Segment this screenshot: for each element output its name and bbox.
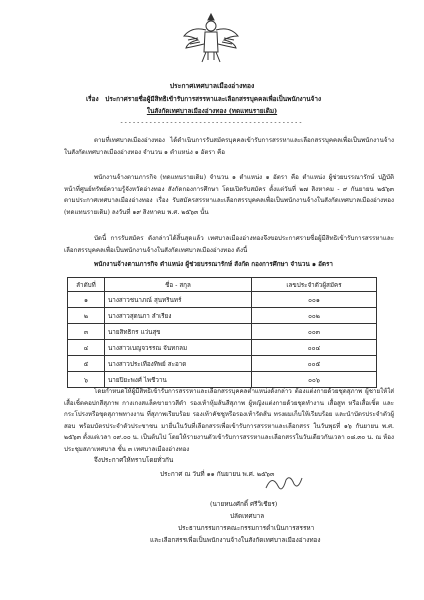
row-applicant-no: ๐๐๓ (252, 324, 377, 340)
subject-line2: ในสังกัดเทศบาลเมืองอ่างทอง (ทดแทนรายเดิม) (146, 107, 278, 115)
row-name: นางสาวชนาภณ์ สุนทรินทร์ (105, 292, 252, 308)
row-order: ๑ (68, 292, 105, 308)
subject-text: ประกาศรายชื่อผู้มีสิทธิเข้ารับการสรรหาและเลือกสรรบุคคลเพื่อเป็นพนักงานจ้าง (105, 95, 322, 103)
table-row (68, 308, 377, 324)
row-order: ๒ (68, 308, 105, 324)
row-applicant-no: ๐๐๕ (252, 356, 377, 372)
signer-role-1: ประธานกรรมการคณะกรรมการดำเนินการสรรหา (178, 524, 315, 532)
position-heading: พนักงานจ้างตามภารกิจ ตำแหน่ง ผู้ช่วยบรรณารักษ์ สังกัด กองการศึกษา จำนวน ๑ อัตรา (94, 261, 333, 268)
header-order: ลำดับที่ (68, 278, 105, 292)
applicant-table (67, 277, 377, 388)
table-header-row (68, 278, 377, 292)
table-row (68, 324, 377, 340)
handwritten-signature (264, 472, 304, 494)
row-applicant-no: ๐๐๔ (252, 340, 377, 356)
row-order: ๖ (68, 372, 105, 388)
closing-line: จึงประกาศให้ทราบโดยทั่วกัน (94, 456, 174, 464)
garuda-emblem (178, 8, 244, 68)
row-applicant-no: ๐๐๖ (252, 372, 377, 388)
row-order: ๔ (68, 340, 105, 356)
paragraph-3: บัดนี้ การรับสมัคร ดังกล่าวได้สิ้นสุดแล้ว เทศบาลเมืองอ่างทองจึงขอประกาศรายชื่อผู้มีสิทธิเข้ารับการสรรหาและเลือกสรรบุคคลเพื่อเป็นพนักงานจ้างในสังกัดเทศบาลเมืองอ่างทอง ดังนี้ (64, 235, 394, 254)
table-row (68, 340, 377, 356)
row-applicant-no: ๐๐๑ (252, 292, 377, 308)
signer-position: ปลัดเทศบาล (230, 512, 265, 520)
row-name: นางสาวสุดนภา ลำเรียง (105, 308, 252, 324)
table-row (68, 356, 377, 372)
table-row (68, 292, 377, 308)
announce-date: ประกาศ ณ วันที่ ๑๑ กันยายน พ.ศ. ๒๕๖๓ (160, 470, 275, 478)
row-name: นางสาวประเทืองทิพย์ สะอาด (105, 356, 252, 372)
paragraph-2: พนักงานจ้างตามภารกิจ (ทดแทนรายเดิม) จำนวน ๑ ตำแหน่ง ๑ อัตรา คือ ตำแหน่ง ผู้ช่วยบรรณารักษ์ ปฏิบัติหน้าที่ศูนย์ทรัพย์ความรู้จังหวัดอ่างทอง สังกัดกองการศึกษา โดยเปิดรับสมัคร ตั้งแต่วันที่ ๒๗ สิงหาคม - ๙ กันยายน ๒๕๖๓ ตามประกาศเทศบาลเมืองอ่างทอง เรื่อง รับสมัครสรรหาและเลือกสรรบุคคลเพื่อเป็นพนักงานจ้างในสังกัดเทศบาลเมืองอ่างทอง (ทดแทนรายเดิม) ลงวันที่ ๑๙ สิงหาคม พ.ศ. ๒๕๖๓ นั้น (64, 174, 394, 216)
header-applicant-no: เลขประจำตัวผู้สมัคร (252, 278, 377, 292)
row-applicant-no: ๐๐๒ (252, 308, 377, 324)
header-divider: -------------------------------------------- (120, 118, 304, 126)
row-name: นายปิยะพงศ์ ไพชีวาน (105, 372, 252, 388)
header-name: ชื่อ - สกุล (105, 278, 252, 292)
paragraph-1: ตามที่เทศบาลเมืองอ่างทอง ได้ดำเนินการรับสมัครบุคคลเข้ารับการสรรหาและเลือกสรรบุคคลเพื่อเป็นพนักงานจ้างในสังกัดเทศบาลเมืองอ่างทอง จำนวน ๑ ตำแหน่ง ๑ อัตรา คือ (64, 137, 394, 156)
row-order: ๕ (68, 356, 105, 372)
row-order: ๓ (68, 324, 105, 340)
heading-org: ประกาศเทศบาลเมืองอ่างทอง (169, 82, 255, 90)
subject-label: เรื่อง (86, 95, 99, 103)
heading-subject (86, 95, 321, 103)
paragraph-4: โดยกำหนดให้ผู้มีสิทธิเข้ารับการสรรหาและเลือกสรรบุคคลตำแหน่งดังกล่าว ต้องแต่งกายด้วยชุดสุภาพ ผู้ชายให้ใส่เสื้อเชิ้ตคอปกสีสุภาพ กางเกงสแล็คขายาวสีดำ รองเท้าหุ้มส้นสีสุภาพ ผู้หญิงแต่งกายด้วยชุดทำงาน เสื้อสูท หรือเสื้อเชิ้ต และกระโปรงหรือชุดสุภาพทางงาน ที่สุภาพเรียบร้อย รองเท้าคัชชูหรือรองเท้ารัดส้น ทรงผมเก็บให้เรียบร้อย และนำบัตรประจำตัวผู้สอบ พร้อมบัตรประจำตัวประชาชน มายื่นในวันที่เลือกสรรเพื่อเข้ารับการสรรหาและเลือกสรร ในวันพุธที่ ๑๖ กันยายน พ.ศ. ๒๕๖๓ ตั้งแต่เวลา ๐๙.๐๐ น. เป็นต้นไป โดยให้รายงานตัวเข้ารับการสรรหาและเลือกสรรในวันเดียวกันเวลา ๐๘.๓๐ น. ณ ห้องประชุมสภาเทศบาล ชั้น ๓ เทศบาลเมืองอ่างทอง (64, 388, 394, 453)
signer-name: (นายหนงศักดิ์ ศรีวิเชียร) (210, 500, 278, 508)
row-name: นายสิทธิกร แว่นสุข (105, 324, 252, 340)
signer-role-2: และเลือกสรรเพื่อเป็นพนักงานจ้างในสังกัดเทศบาลเมืองอ่างทอง (150, 536, 321, 544)
row-name: นางสาวเบญจวรรณ จันทกลม (105, 340, 252, 356)
